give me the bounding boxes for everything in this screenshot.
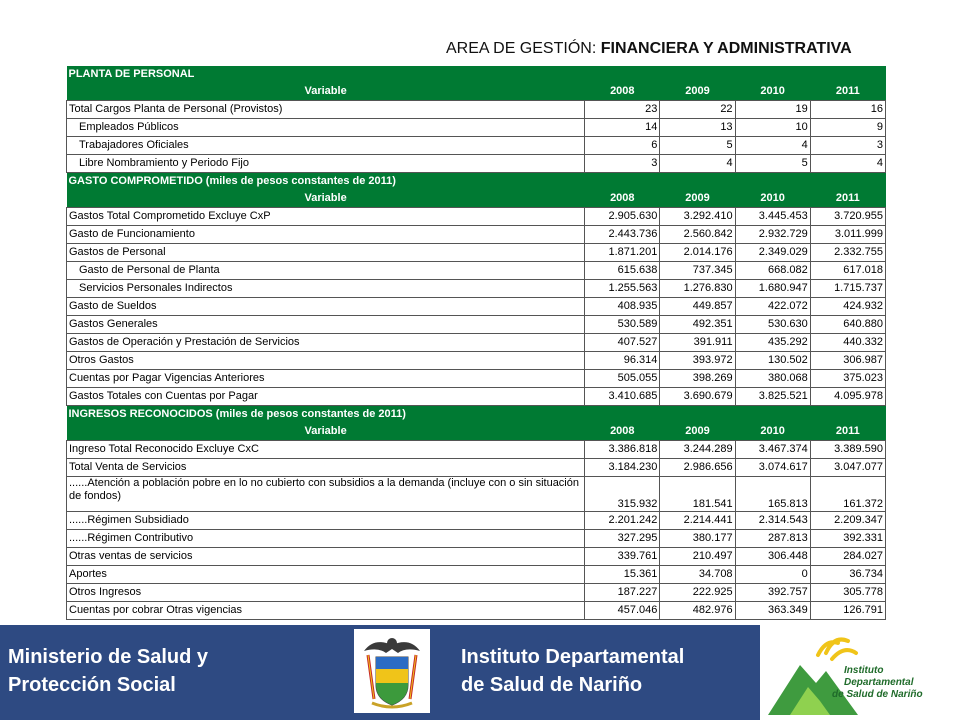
- table-row: [67, 566, 886, 584]
- row-value: 34.708: [660, 566, 735, 584]
- table-row: [67, 155, 886, 173]
- row-value: 130.502: [735, 352, 810, 370]
- row-value: 380.068: [735, 370, 810, 388]
- row-label: ......Régimen Subsidiado: [67, 512, 585, 530]
- row-value: 2.349.029: [735, 244, 810, 262]
- row-label: Total Venta de Servicios: [67, 459, 585, 477]
- row-value: 6: [585, 137, 660, 155]
- row-value: 4: [810, 155, 885, 173]
- column-header-row: [67, 423, 886, 441]
- row-value: 363.349: [735, 602, 810, 620]
- institute-logo: [760, 625, 960, 720]
- row-value: 424.932: [810, 298, 885, 316]
- row-value: 210.497: [660, 548, 735, 566]
- row-value: 4.095.978: [810, 388, 885, 406]
- heading-area: FINANCIERA Y ADMINISTRATIVA: [600, 40, 852, 57]
- section-title-row: [67, 173, 886, 191]
- row-value: 1.715.737: [810, 280, 885, 298]
- column-header: Variable: [67, 423, 585, 441]
- table-row: [67, 352, 886, 370]
- row-value: 2.332.755: [810, 244, 885, 262]
- row-value: 422.072: [735, 298, 810, 316]
- row-value: 4: [660, 155, 735, 173]
- row-value: 2.560.842: [660, 226, 735, 244]
- row-value: 3: [585, 155, 660, 173]
- row-value: 640.880: [810, 316, 885, 334]
- row-value: 327.295: [585, 530, 660, 548]
- row-value: 16: [810, 101, 885, 119]
- table-row: [67, 316, 886, 334]
- column-header: 2011: [810, 190, 885, 208]
- row-value: 3.410.685: [585, 388, 660, 406]
- logo-text-3: de Salud de Nariño: [832, 689, 923, 700]
- page-heading: [446, 40, 852, 58]
- table-row: [67, 101, 886, 119]
- row-label: Otras ventas de servicios: [67, 548, 585, 566]
- row-value: 10: [735, 119, 810, 137]
- row-label: Ingreso Total Reconocido Excluye CxC: [67, 441, 585, 459]
- table-row: [67, 602, 886, 620]
- ministry-line-2: Protección Social: [8, 674, 176, 696]
- row-label: Trabajadores Oficiales: [67, 137, 585, 155]
- institute-line-2: de Salud de Nariño: [461, 674, 643, 696]
- table-row: [67, 477, 886, 512]
- row-value: 15.361: [585, 566, 660, 584]
- row-value: 126.791: [810, 602, 885, 620]
- row-label: Total Cargos Planta de Personal (Provistos): [67, 101, 585, 119]
- row-value: 3: [810, 137, 885, 155]
- row-value: 457.046: [585, 602, 660, 620]
- row-value: 23: [585, 101, 660, 119]
- row-value: 737.345: [660, 262, 735, 280]
- column-header: 2010: [735, 83, 810, 101]
- row-value: 181.541: [660, 477, 735, 512]
- row-value: 165.813: [735, 477, 810, 512]
- row-value: 3.047.077: [810, 459, 885, 477]
- row-label: Gasto de Sueldos: [67, 298, 585, 316]
- row-value: 36.734: [810, 566, 885, 584]
- column-header: 2009: [660, 83, 735, 101]
- row-label: ......Régimen Contributivo: [67, 530, 585, 548]
- table-row: [67, 244, 886, 262]
- row-value: 3.389.590: [810, 441, 885, 459]
- row-label: Aportes: [67, 566, 585, 584]
- row-value: 615.638: [585, 262, 660, 280]
- footer-bar: [0, 625, 960, 720]
- row-value: 2.014.176: [660, 244, 735, 262]
- row-value: 2.905.630: [585, 208, 660, 226]
- row-label: Cuentas por cobrar Otras vigencias: [67, 602, 585, 620]
- section-title: PLANTA DE PERSONAL: [67, 66, 886, 83]
- row-value: 306.987: [810, 352, 885, 370]
- row-value: 530.589: [585, 316, 660, 334]
- row-value: 305.778: [810, 584, 885, 602]
- row-value: 2.214.441: [660, 512, 735, 530]
- row-value: 222.925: [660, 584, 735, 602]
- column-header: 2010: [735, 190, 810, 208]
- row-label: Gastos Total Comprometido Excluye CxP: [67, 208, 585, 226]
- row-value: 408.935: [585, 298, 660, 316]
- ministry-name: [8, 643, 208, 699]
- row-label: Empleados Públicos: [67, 119, 585, 137]
- row-value: 13: [660, 119, 735, 137]
- row-label: Gasto de Personal de Planta: [67, 262, 585, 280]
- table-row: [67, 512, 886, 530]
- row-value: 435.292: [735, 334, 810, 352]
- column-header: 2008: [585, 423, 660, 441]
- row-value: 3.074.617: [735, 459, 810, 477]
- row-value: 4: [735, 137, 810, 155]
- row-value: 2.932.729: [735, 226, 810, 244]
- row-value: 2.986.656: [660, 459, 735, 477]
- row-label: Gastos de Personal: [67, 244, 585, 262]
- column-header: 2011: [810, 83, 885, 101]
- row-label: Otros Gastos: [67, 352, 585, 370]
- section-title-row: [67, 406, 886, 424]
- data-table: [66, 66, 886, 620]
- row-value: 3.292.410: [660, 208, 735, 226]
- table-row: [67, 262, 886, 280]
- row-value: 96.314: [585, 352, 660, 370]
- row-label: Libre Nombramiento y Periodo Fijo: [67, 155, 585, 173]
- row-value: 1.276.830: [660, 280, 735, 298]
- row-value: 0: [735, 566, 810, 584]
- colombia-coat-of-arms-icon: [354, 629, 430, 713]
- row-value: 398.269: [660, 370, 735, 388]
- ministry-line-1: Ministerio de Salud y: [8, 646, 209, 668]
- row-value: 3.445.453: [735, 208, 810, 226]
- row-value: 339.761: [585, 548, 660, 566]
- section-title: GASTO COMPROMETIDO (miles de pesos constantes de 2011): [67, 173, 886, 191]
- column-header: Variable: [67, 83, 585, 101]
- table-row: [67, 459, 886, 477]
- section-title: INGRESOS RECONOCIDOS (miles de pesos constantes de 2011): [67, 406, 886, 424]
- row-value: 3.184.230: [585, 459, 660, 477]
- row-label: ......Atención a población pobre en lo no cubierto con subsidios a la demanda (incluye con o sin situación de fondos): [67, 477, 585, 512]
- row-value: 14: [585, 119, 660, 137]
- row-value: 617.018: [810, 262, 885, 280]
- row-value: 392.331: [810, 530, 885, 548]
- row-value: 161.372: [810, 477, 885, 512]
- table-row: [67, 298, 886, 316]
- column-header: 2009: [660, 423, 735, 441]
- row-value: 3.720.955: [810, 208, 885, 226]
- table-row: [67, 334, 886, 352]
- table-row: [67, 388, 886, 406]
- table-row: [67, 280, 886, 298]
- table-row: [67, 208, 886, 226]
- section-title-row: [67, 66, 886, 83]
- heading-prefix: AREA DE GESTIÓN:: [446, 40, 597, 57]
- row-value: 287.813: [735, 530, 810, 548]
- row-value: 407.527: [585, 334, 660, 352]
- row-value: 392.757: [735, 584, 810, 602]
- column-header-row: [67, 190, 886, 208]
- row-label: Gasto de Funcionamiento: [67, 226, 585, 244]
- row-label: Otros Ingresos: [67, 584, 585, 602]
- row-value: 2.209.347: [810, 512, 885, 530]
- row-value: 5: [660, 137, 735, 155]
- row-value: 440.332: [810, 334, 885, 352]
- row-label: Cuentas por Pagar Vigencias Anteriores: [67, 370, 585, 388]
- row-value: 306.448: [735, 548, 810, 566]
- row-value: 22: [660, 101, 735, 119]
- row-value: 391.911: [660, 334, 735, 352]
- row-value: 482.976: [660, 602, 735, 620]
- logo-text-2: Departamental: [844, 677, 914, 688]
- row-value: 2.314.543: [735, 512, 810, 530]
- row-value: 668.082: [735, 262, 810, 280]
- table-row: [67, 370, 886, 388]
- row-value: 5: [735, 155, 810, 173]
- row-value: 1.871.201: [585, 244, 660, 262]
- row-value: 2.443.736: [585, 226, 660, 244]
- row-value: 3.467.374: [735, 441, 810, 459]
- row-value: 19: [735, 101, 810, 119]
- row-label: Gastos de Operación y Prestación de Servicios: [67, 334, 585, 352]
- table-row: [67, 530, 886, 548]
- column-header: 2008: [585, 190, 660, 208]
- row-value: 3.011.999: [810, 226, 885, 244]
- institute-name: [461, 643, 684, 699]
- row-value: 1.680.947: [735, 280, 810, 298]
- table-row: [67, 584, 886, 602]
- column-header: Variable: [67, 190, 585, 208]
- column-header: 2008: [585, 83, 660, 101]
- row-value: 1.255.563: [585, 280, 660, 298]
- row-value: 315.932: [585, 477, 660, 512]
- row-label: Servicios Personales Indirectos: [67, 280, 585, 298]
- row-value: 187.227: [585, 584, 660, 602]
- table-row: [67, 441, 886, 459]
- row-value: 393.972: [660, 352, 735, 370]
- row-value: 375.023: [810, 370, 885, 388]
- table-row: [67, 226, 886, 244]
- institute-line-1: Instituto Departamental: [461, 646, 685, 668]
- table-row: [67, 119, 886, 137]
- row-value: 284.027: [810, 548, 885, 566]
- row-value: 449.857: [660, 298, 735, 316]
- row-value: 3.386.818: [585, 441, 660, 459]
- row-value: 9: [810, 119, 885, 137]
- data-table-container: [66, 66, 886, 625]
- row-value: 530.630: [735, 316, 810, 334]
- column-header: 2009: [660, 190, 735, 208]
- column-header: 2010: [735, 423, 810, 441]
- row-value: 492.351: [660, 316, 735, 334]
- row-label: Gastos Totales con Cuentas por Pagar: [67, 388, 585, 406]
- row-value: 3.825.521: [735, 388, 810, 406]
- row-value: 380.177: [660, 530, 735, 548]
- row-value: 3.244.289: [660, 441, 735, 459]
- logo-text-1: Instituto: [844, 665, 884, 676]
- column-header: 2011: [810, 423, 885, 441]
- table-row: [67, 137, 886, 155]
- row-value: 3.690.679: [660, 388, 735, 406]
- row-value: 2.201.242: [585, 512, 660, 530]
- row-value: 505.055: [585, 370, 660, 388]
- row-label: Gastos Generales: [67, 316, 585, 334]
- table-row: [67, 548, 886, 566]
- column-header-row: [67, 83, 886, 101]
